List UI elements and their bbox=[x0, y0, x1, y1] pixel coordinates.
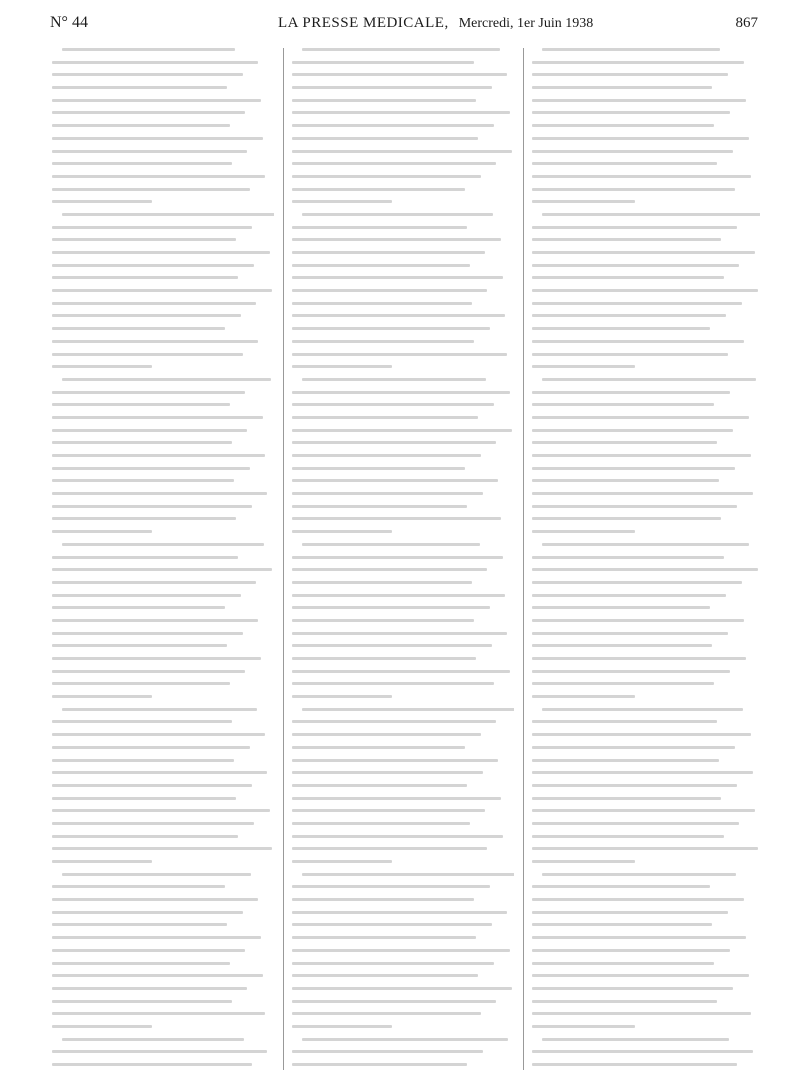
text-line-placeholder bbox=[302, 873, 514, 876]
text-line-placeholder bbox=[52, 289, 272, 292]
text-line-placeholder bbox=[532, 505, 737, 508]
text-line-placeholder bbox=[52, 911, 243, 914]
text-line-placeholder bbox=[52, 759, 234, 762]
text-line-placeholder bbox=[532, 835, 724, 838]
text-line-placeholder bbox=[532, 847, 758, 850]
text-line-placeholder bbox=[52, 124, 230, 127]
text-line-placeholder bbox=[292, 759, 498, 762]
text-line-placeholder bbox=[52, 670, 245, 673]
text-line-placeholder bbox=[532, 581, 742, 584]
text-line-placeholder bbox=[532, 353, 728, 356]
text-line-placeholder bbox=[532, 771, 753, 774]
issue-date: Mercredi, 1er Juin 1938 bbox=[458, 16, 594, 31]
text-line-placeholder bbox=[542, 213, 760, 216]
text-line-placeholder bbox=[52, 860, 152, 863]
text-line-placeholder bbox=[532, 1025, 635, 1028]
text-line-placeholder bbox=[532, 124, 714, 127]
column-3 bbox=[532, 48, 760, 1070]
text-line-placeholder bbox=[302, 48, 500, 51]
text-line-placeholder bbox=[532, 911, 728, 914]
text-line-placeholder bbox=[292, 517, 501, 520]
text-line-placeholder bbox=[532, 403, 714, 406]
text-line-placeholder bbox=[302, 1038, 508, 1041]
text-line-placeholder bbox=[292, 1000, 496, 1003]
text-line-placeholder bbox=[292, 416, 478, 419]
page-header bbox=[50, 14, 758, 40]
text-line-placeholder bbox=[292, 797, 501, 800]
text-line-placeholder bbox=[52, 581, 256, 584]
text-line-placeholder bbox=[52, 365, 152, 368]
text-line-placeholder bbox=[52, 822, 254, 825]
text-line-placeholder bbox=[62, 543, 264, 546]
text-line-placeholder bbox=[292, 314, 505, 317]
column-divider bbox=[283, 48, 284, 1070]
text-line-placeholder bbox=[532, 644, 712, 647]
text-line-placeholder bbox=[292, 175, 481, 178]
text-line-placeholder bbox=[292, 581, 472, 584]
text-line-placeholder bbox=[52, 492, 267, 495]
text-line-placeholder bbox=[52, 276, 238, 279]
text-line-placeholder bbox=[292, 353, 507, 356]
text-line-placeholder bbox=[532, 365, 635, 368]
text-line-placeholder bbox=[62, 48, 235, 51]
text-line-placeholder bbox=[52, 898, 258, 901]
text-line-placeholder bbox=[52, 847, 272, 850]
text-line-placeholder bbox=[292, 441, 496, 444]
text-line-placeholder bbox=[52, 200, 152, 203]
text-line-placeholder bbox=[532, 137, 749, 140]
text-line-placeholder bbox=[292, 1050, 483, 1053]
text-line-placeholder bbox=[532, 264, 739, 267]
text-line-placeholder bbox=[532, 86, 712, 89]
text-line-placeholder bbox=[292, 987, 512, 990]
text-line-placeholder bbox=[292, 733, 481, 736]
text-line-placeholder bbox=[292, 467, 465, 470]
text-line-placeholder bbox=[532, 1000, 717, 1003]
text-line-placeholder bbox=[532, 429, 733, 432]
text-line-placeholder bbox=[532, 809, 755, 812]
text-line-placeholder bbox=[52, 353, 243, 356]
text-line-placeholder bbox=[532, 682, 714, 685]
text-line-placeholder bbox=[532, 111, 730, 114]
text-line-placeholder bbox=[62, 708, 257, 711]
text-line-placeholder bbox=[302, 213, 493, 216]
text-line-placeholder bbox=[532, 568, 758, 571]
text-line-placeholder bbox=[52, 974, 263, 977]
text-line-placeholder bbox=[292, 61, 474, 64]
text-line-placeholder bbox=[532, 61, 744, 64]
text-line-placeholder bbox=[532, 251, 755, 254]
text-line-placeholder bbox=[292, 784, 467, 787]
text-line-placeholder bbox=[532, 885, 710, 888]
text-line-placeholder bbox=[302, 378, 486, 381]
text-line-placeholder bbox=[52, 314, 241, 317]
text-line-placeholder bbox=[292, 137, 478, 140]
text-line-placeholder bbox=[52, 1063, 252, 1066]
article-body bbox=[52, 48, 760, 1070]
text-line-placeholder bbox=[52, 454, 265, 457]
text-line-placeholder bbox=[532, 784, 737, 787]
text-line-placeholder bbox=[52, 962, 230, 965]
text-line-placeholder bbox=[542, 48, 720, 51]
text-line-placeholder bbox=[52, 556, 238, 559]
text-line-placeholder bbox=[292, 923, 492, 926]
text-line-placeholder bbox=[532, 974, 749, 977]
text-line-placeholder bbox=[62, 1038, 244, 1041]
text-line-placeholder bbox=[52, 340, 258, 343]
text-line-placeholder bbox=[532, 1063, 737, 1066]
text-line-placeholder bbox=[52, 86, 227, 89]
text-line-placeholder bbox=[52, 594, 241, 597]
text-line-placeholder bbox=[292, 885, 490, 888]
text-line-placeholder bbox=[52, 162, 232, 165]
text-line-placeholder bbox=[532, 289, 758, 292]
text-line-placeholder bbox=[292, 73, 507, 76]
text-line-placeholder bbox=[532, 657, 746, 660]
text-line-placeholder bbox=[292, 251, 485, 254]
text-line-placeholder bbox=[292, 276, 503, 279]
text-line-placeholder bbox=[532, 987, 733, 990]
text-line-placeholder bbox=[292, 289, 487, 292]
text-line-placeholder bbox=[292, 822, 470, 825]
text-line-placeholder bbox=[292, 86, 492, 89]
text-line-placeholder bbox=[62, 873, 251, 876]
page-number: 867 bbox=[735, 15, 758, 31]
text-line-placeholder bbox=[532, 416, 749, 419]
text-line-placeholder bbox=[292, 962, 494, 965]
text-line-placeholder bbox=[292, 391, 510, 394]
text-line-placeholder bbox=[292, 302, 472, 305]
text-line-placeholder bbox=[52, 1025, 152, 1028]
text-line-placeholder bbox=[292, 479, 498, 482]
text-line-placeholder bbox=[532, 720, 717, 723]
text-line-placeholder bbox=[52, 99, 261, 102]
text-line-placeholder bbox=[532, 619, 744, 622]
text-line-placeholder bbox=[292, 1025, 392, 1028]
text-line-placeholder bbox=[292, 1012, 481, 1015]
text-line-placeholder bbox=[532, 936, 746, 939]
text-line-placeholder bbox=[532, 467, 735, 470]
text-line-placeholder bbox=[292, 340, 474, 343]
text-line-placeholder bbox=[52, 429, 247, 432]
text-line-placeholder bbox=[292, 124, 494, 127]
text-line-placeholder bbox=[532, 302, 742, 305]
text-line-placeholder bbox=[52, 885, 225, 888]
text-line-placeholder bbox=[532, 517, 721, 520]
text-line-placeholder bbox=[292, 898, 474, 901]
text-line-placeholder bbox=[292, 327, 490, 330]
text-line-placeholder bbox=[532, 200, 635, 203]
text-line-placeholder bbox=[52, 226, 252, 229]
text-line-placeholder bbox=[52, 644, 227, 647]
journal-title: LA PRESSE MEDICALE, bbox=[277, 15, 449, 31]
text-line-placeholder bbox=[532, 238, 721, 241]
text-line-placeholder bbox=[52, 517, 236, 520]
text-line-placeholder bbox=[532, 492, 753, 495]
text-line-placeholder bbox=[532, 99, 746, 102]
text-line-placeholder bbox=[292, 505, 467, 508]
text-line-placeholder bbox=[52, 987, 247, 990]
text-line-placeholder bbox=[52, 809, 270, 812]
text-line-placeholder bbox=[302, 708, 514, 711]
text-line-placeholder bbox=[292, 682, 494, 685]
text-line-placeholder bbox=[532, 695, 635, 698]
text-line-placeholder bbox=[532, 632, 728, 635]
text-line-placeholder bbox=[292, 111, 510, 114]
text-line-placeholder bbox=[52, 949, 245, 952]
text-line-placeholder bbox=[532, 73, 728, 76]
text-line-placeholder bbox=[292, 835, 503, 838]
text-line-placeholder bbox=[532, 391, 730, 394]
text-line-placeholder bbox=[52, 302, 256, 305]
text-line-placeholder bbox=[292, 911, 507, 914]
text-line-placeholder bbox=[52, 479, 234, 482]
text-line-placeholder bbox=[532, 340, 744, 343]
text-line-placeholder bbox=[52, 150, 247, 153]
text-line-placeholder bbox=[52, 137, 263, 140]
text-line-placeholder bbox=[532, 949, 730, 952]
text-line-placeholder bbox=[52, 720, 232, 723]
text-line-placeholder bbox=[52, 632, 243, 635]
text-line-placeholder bbox=[532, 746, 735, 749]
text-line-placeholder bbox=[292, 200, 392, 203]
text-line-placeholder bbox=[532, 479, 719, 482]
text-line-placeholder bbox=[52, 568, 272, 571]
text-line-placeholder bbox=[52, 61, 258, 64]
text-line-placeholder bbox=[52, 467, 250, 470]
text-line-placeholder bbox=[532, 860, 635, 863]
text-line-placeholder bbox=[532, 226, 737, 229]
text-line-placeholder bbox=[292, 860, 392, 863]
text-line-placeholder bbox=[292, 238, 501, 241]
text-line-placeholder bbox=[292, 809, 485, 812]
text-line-placeholder bbox=[292, 492, 483, 495]
text-line-placeholder bbox=[292, 720, 496, 723]
text-line-placeholder bbox=[292, 556, 503, 559]
text-line-placeholder bbox=[532, 150, 733, 153]
text-line-placeholder bbox=[52, 771, 267, 774]
text-line-placeholder bbox=[292, 670, 510, 673]
text-line-placeholder bbox=[532, 923, 712, 926]
text-line-placeholder bbox=[292, 594, 505, 597]
text-line-placeholder bbox=[532, 454, 751, 457]
text-line-placeholder bbox=[292, 657, 476, 660]
text-line-placeholder bbox=[292, 746, 465, 749]
text-line-placeholder bbox=[532, 606, 710, 609]
text-line-placeholder bbox=[292, 936, 476, 939]
text-line-placeholder bbox=[532, 327, 710, 330]
text-line-placeholder bbox=[532, 962, 714, 965]
text-line-placeholder bbox=[532, 898, 744, 901]
text-line-placeholder bbox=[292, 429, 512, 432]
text-line-placeholder bbox=[292, 644, 492, 647]
text-line-placeholder bbox=[52, 505, 252, 508]
text-line-placeholder bbox=[292, 568, 487, 571]
text-line-placeholder bbox=[292, 365, 392, 368]
text-line-placeholder bbox=[532, 733, 751, 736]
text-line-placeholder bbox=[292, 454, 481, 457]
text-line-placeholder bbox=[532, 276, 724, 279]
text-line-placeholder bbox=[52, 784, 252, 787]
text-line-placeholder bbox=[52, 936, 261, 939]
text-line-placeholder bbox=[292, 695, 392, 698]
text-line-placeholder bbox=[292, 162, 496, 165]
text-line-placeholder bbox=[52, 441, 232, 444]
text-line-placeholder bbox=[292, 949, 510, 952]
text-line-placeholder bbox=[52, 403, 230, 406]
text-line-placeholder bbox=[542, 378, 756, 381]
text-line-placeholder bbox=[542, 873, 736, 876]
text-line-placeholder bbox=[292, 150, 512, 153]
text-line-placeholder bbox=[532, 556, 724, 559]
text-line-placeholder bbox=[292, 847, 487, 850]
text-line-placeholder bbox=[292, 974, 478, 977]
text-line-placeholder bbox=[52, 1012, 265, 1015]
text-line-placeholder bbox=[532, 530, 635, 533]
text-line-placeholder bbox=[532, 670, 730, 673]
text-line-placeholder bbox=[532, 314, 726, 317]
text-line-placeholder bbox=[292, 264, 470, 267]
text-line-placeholder bbox=[52, 695, 152, 698]
text-line-placeholder bbox=[292, 1063, 467, 1066]
text-line-placeholder bbox=[302, 543, 480, 546]
text-line-placeholder bbox=[52, 746, 250, 749]
text-line-placeholder bbox=[292, 188, 465, 191]
text-line-placeholder bbox=[52, 238, 236, 241]
text-line-placeholder bbox=[52, 1000, 232, 1003]
text-line-placeholder bbox=[52, 733, 265, 736]
text-line-placeholder bbox=[292, 632, 507, 635]
text-line-placeholder bbox=[532, 441, 717, 444]
text-line-placeholder bbox=[532, 594, 726, 597]
column-2 bbox=[292, 48, 514, 1070]
text-line-placeholder bbox=[52, 73, 243, 76]
text-line-placeholder bbox=[532, 162, 717, 165]
text-line-placeholder bbox=[532, 1012, 751, 1015]
text-line-placeholder bbox=[52, 175, 265, 178]
text-line-placeholder bbox=[52, 391, 245, 394]
text-line-placeholder bbox=[52, 923, 227, 926]
text-line-placeholder bbox=[532, 822, 739, 825]
text-line-placeholder bbox=[52, 657, 261, 660]
text-line-placeholder bbox=[52, 264, 254, 267]
text-line-placeholder bbox=[292, 530, 392, 533]
issue-number: N° 44 bbox=[50, 14, 88, 31]
text-line-placeholder bbox=[542, 1038, 729, 1041]
text-line-placeholder bbox=[52, 797, 236, 800]
column-divider bbox=[523, 48, 524, 1070]
text-line-placeholder bbox=[292, 606, 490, 609]
text-line-placeholder bbox=[52, 111, 245, 114]
text-line-placeholder bbox=[542, 708, 743, 711]
text-line-placeholder bbox=[52, 530, 152, 533]
column-1 bbox=[52, 48, 274, 1070]
text-line-placeholder bbox=[52, 327, 225, 330]
text-line-placeholder bbox=[52, 619, 258, 622]
text-line-placeholder bbox=[532, 759, 719, 762]
text-line-placeholder bbox=[52, 1050, 267, 1053]
text-line-placeholder bbox=[292, 99, 476, 102]
text-line-placeholder bbox=[52, 188, 250, 191]
text-line-placeholder bbox=[532, 797, 721, 800]
text-line-placeholder bbox=[62, 213, 274, 216]
text-line-placeholder bbox=[292, 619, 474, 622]
text-line-placeholder bbox=[62, 378, 271, 381]
text-line-placeholder bbox=[292, 403, 494, 406]
text-line-placeholder bbox=[542, 543, 749, 546]
text-line-placeholder bbox=[532, 175, 751, 178]
text-line-placeholder bbox=[52, 416, 263, 419]
text-line-placeholder bbox=[52, 682, 230, 685]
text-line-placeholder bbox=[532, 1050, 753, 1053]
text-line-placeholder bbox=[52, 835, 238, 838]
text-line-placeholder bbox=[292, 771, 483, 774]
text-line-placeholder bbox=[52, 606, 225, 609]
text-line-placeholder bbox=[532, 188, 735, 191]
text-line-placeholder bbox=[292, 226, 467, 229]
text-line-placeholder bbox=[52, 251, 270, 254]
